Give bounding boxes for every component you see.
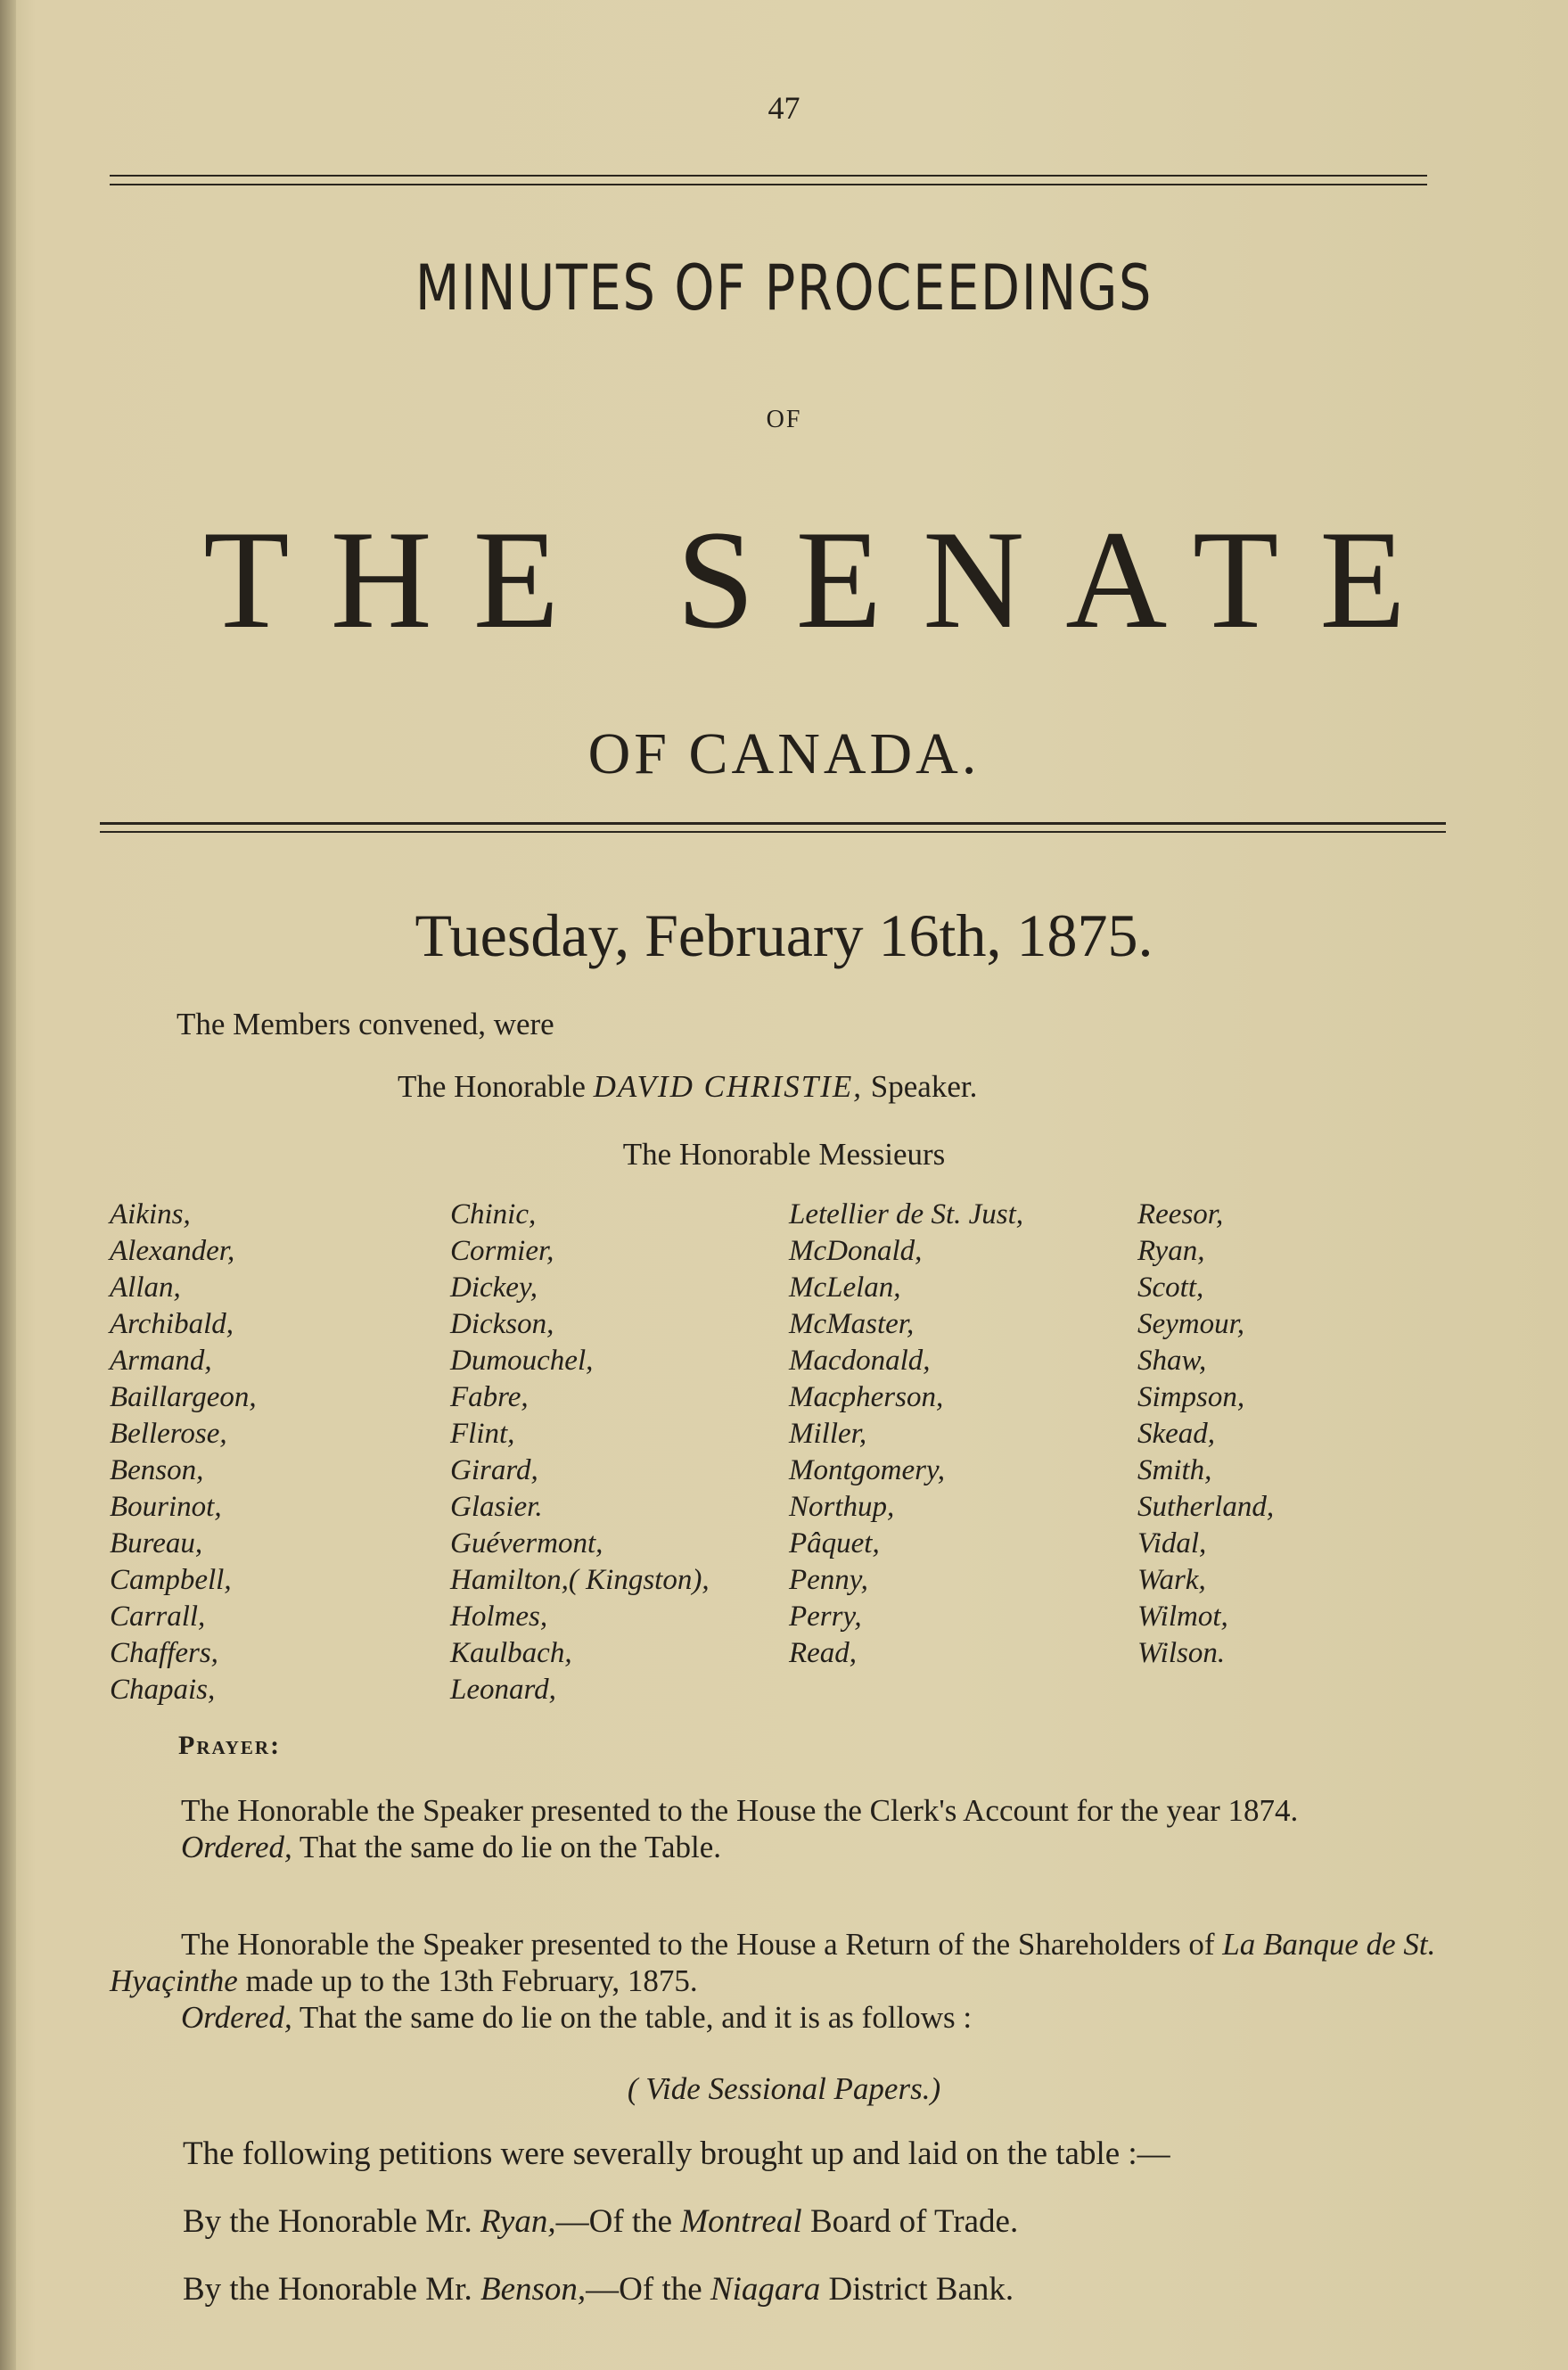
member-name: Guévermont, bbox=[450, 1527, 603, 1559]
member-name: Bellerose, bbox=[110, 1418, 227, 1450]
clerks-account-text: The Honorable the Speaker presented to the House the Clerk's Account for the year 1874. bbox=[181, 1793, 1299, 1828]
member-name: Flint, bbox=[450, 1418, 515, 1450]
member-name: Alexander, bbox=[110, 1235, 235, 1267]
petition-place: Niagara bbox=[710, 2271, 821, 2308]
member-name: Hamilton,( Kingston), bbox=[450, 1564, 710, 1596]
member-name: Leonard, bbox=[450, 1674, 556, 1706]
member-name: Glasier. bbox=[450, 1491, 543, 1523]
member-name: Bureau, bbox=[110, 1527, 203, 1559]
title-minutes: MINUTES OF PROCEEDINGS bbox=[415, 251, 1153, 325]
ordered-label: Ordered, bbox=[181, 1830, 292, 1864]
petition-member: Benson, bbox=[480, 2271, 587, 2308]
member-name: Archibald, bbox=[110, 1308, 234, 1340]
title-senate: THE SENATE bbox=[203, 502, 1447, 658]
member-name: Macdonald, bbox=[789, 1345, 931, 1377]
speaker-title: Speaker. bbox=[870, 1069, 978, 1104]
member-name: Macpherson, bbox=[789, 1381, 944, 1413]
member-name: Northup, bbox=[789, 1491, 895, 1523]
petition-mid: —Of the bbox=[586, 2271, 710, 2308]
member-name: Fabre, bbox=[450, 1381, 529, 1413]
members-column-3 bbox=[789, 1197, 1023, 1672]
members-column-4 bbox=[1137, 1197, 1274, 1672]
member-name: Carrall, bbox=[110, 1601, 206, 1633]
member-name: McLelan, bbox=[789, 1271, 901, 1304]
messieurs-heading: The Honorable Messieurs bbox=[622, 1137, 946, 1172]
member-name: McDonald, bbox=[789, 1235, 923, 1267]
member-name: Chapais, bbox=[110, 1674, 216, 1706]
top-rule-2 bbox=[110, 184, 1427, 185]
member-name: Chaffers, bbox=[110, 1637, 218, 1669]
shareholders-text-before: The Honorable the Speaker presented to the House a Return of the Shareholders of bbox=[181, 1927, 1223, 1962]
member-name: Girard, bbox=[450, 1454, 538, 1486]
member-name: Skead, bbox=[1137, 1418, 1216, 1450]
speaker-prefix: The Honorable bbox=[398, 1069, 586, 1104]
prayer-heading: Prayer: bbox=[178, 1731, 282, 1760]
petition-prefix: By the Honorable Mr. bbox=[183, 2203, 480, 2240]
petition-prefix: By the Honorable Mr. bbox=[183, 2271, 480, 2308]
member-name: Miller, bbox=[789, 1418, 867, 1450]
top-rule-1 bbox=[110, 175, 1427, 177]
member-name: Kaulbach, bbox=[450, 1637, 572, 1669]
member-name: Chinic, bbox=[450, 1198, 537, 1230]
member-name: Wilson. bbox=[1137, 1637, 1226, 1669]
member-name: Wilmot, bbox=[1137, 1601, 1228, 1633]
vide-sessional-papers: ( Vide Sessional Papers.) bbox=[627, 2071, 941, 2106]
member-name: Simpson, bbox=[1137, 1381, 1245, 1413]
speaker-line bbox=[398, 1068, 977, 1106]
member-name: Dumouchel, bbox=[450, 1345, 594, 1377]
bank-name: La Banque de St. Hyaçinthe bbox=[110, 1927, 1436, 1998]
member-name: Armand, bbox=[110, 1345, 212, 1377]
member-name: Perry, bbox=[789, 1601, 862, 1633]
members-column-2 bbox=[450, 1197, 710, 1708]
member-name: Bourinot, bbox=[110, 1491, 222, 1523]
member-name: Reesor, bbox=[1137, 1198, 1224, 1230]
member-name: Letellier de St. Just, bbox=[789, 1198, 1024, 1230]
petitions-intro: The following petitions were severally brought up and laid on the table :— bbox=[183, 2135, 1170, 2172]
member-name: Scott, bbox=[1137, 1271, 1204, 1304]
date-heading: Tuesday, February 16th, 1875. bbox=[415, 901, 1153, 969]
member-name: Baillargeon, bbox=[110, 1381, 257, 1413]
member-name: Dickson, bbox=[450, 1308, 554, 1340]
members-intro: The Members convened, were bbox=[177, 1007, 554, 1041]
ordered-label: Ordered, bbox=[181, 2000, 292, 2035]
member-name: Ryan, bbox=[1137, 1235, 1205, 1267]
member-name: Aikins, bbox=[110, 1198, 191, 1230]
member-name: Read, bbox=[789, 1637, 858, 1669]
petition-benson bbox=[183, 2270, 1014, 2309]
title-of: OF bbox=[766, 406, 802, 433]
member-name: Benson, bbox=[110, 1454, 204, 1486]
member-name: Sutherland, bbox=[1137, 1491, 1275, 1523]
member-name: Dickey, bbox=[450, 1271, 538, 1304]
petition-mid: —Of the bbox=[555, 2203, 681, 2240]
paragraph-clerks-account bbox=[110, 1792, 1474, 1865]
member-name: Vidal, bbox=[1137, 1527, 1207, 1559]
member-name: Wark, bbox=[1137, 1564, 1206, 1596]
member-name: Campbell, bbox=[110, 1564, 232, 1596]
ordered-text: That the same do lie on the table, and it is as follows : bbox=[291, 2000, 973, 2035]
binding-gutter bbox=[0, 0, 16, 2370]
paragraph-shareholders bbox=[110, 1926, 1474, 2036]
member-name: Smith, bbox=[1137, 1454, 1212, 1486]
member-name: Cormier, bbox=[450, 1235, 554, 1267]
title-rule-1 bbox=[100, 822, 1446, 825]
member-name: McMaster, bbox=[789, 1308, 915, 1340]
petition-place: Montreal bbox=[680, 2203, 802, 2240]
petition-suffix: District Bank. bbox=[820, 2271, 1014, 2308]
petition-ryan bbox=[183, 2202, 1018, 2242]
title-rule-2 bbox=[100, 831, 1446, 833]
member-name: Allan, bbox=[110, 1271, 181, 1304]
member-name: Shaw, bbox=[1137, 1345, 1207, 1377]
members-column-1 bbox=[110, 1197, 257, 1708]
shareholders-text-after: made up to the 13th February, 1875. bbox=[237, 1963, 698, 1998]
member-name: Holmes, bbox=[450, 1601, 548, 1633]
member-name: Montgomery, bbox=[789, 1454, 946, 1486]
member-name: Seymour, bbox=[1137, 1308, 1245, 1340]
petition-suffix: Board of Trade. bbox=[801, 2203, 1019, 2240]
title-of-canada: OF CANADA. bbox=[587, 721, 981, 786]
member-name: Penny, bbox=[789, 1564, 868, 1596]
ordered-text: That the same do lie on the Table. bbox=[291, 1830, 722, 1864]
speaker-name: DAVID CHRISTIE, bbox=[593, 1069, 864, 1104]
member-name: Pâquet, bbox=[789, 1527, 880, 1559]
petition-member: Ryan, bbox=[480, 2203, 556, 2240]
page-number: 47 bbox=[768, 90, 800, 126]
